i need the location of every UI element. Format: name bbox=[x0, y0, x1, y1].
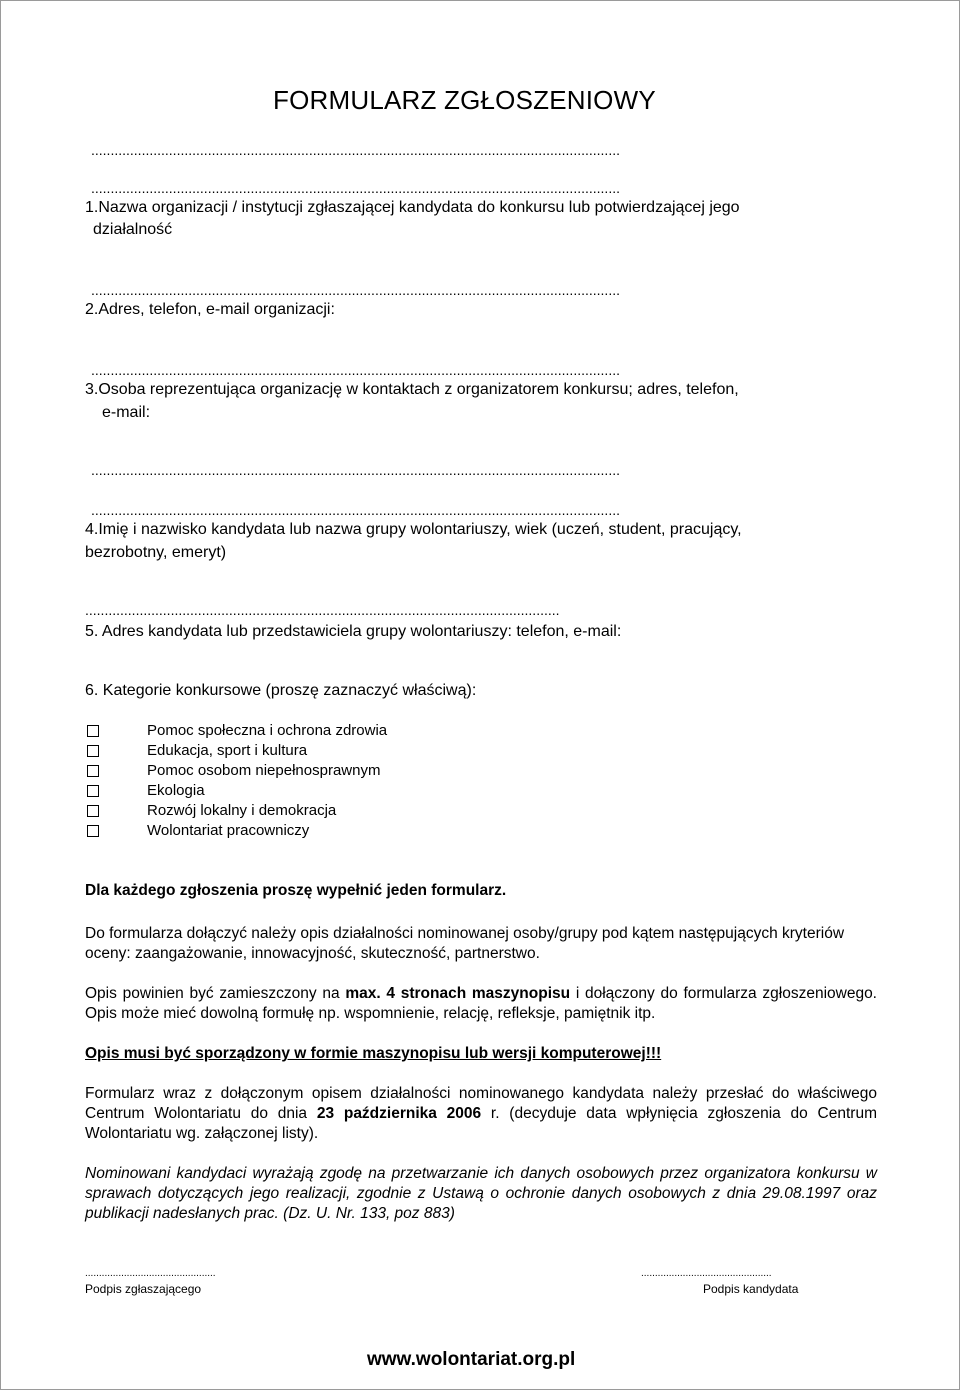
category-label: Rozwój lokalny i demokracja bbox=[147, 802, 337, 819]
category-label: Edukacja, sport i kultura bbox=[147, 742, 308, 759]
category-checkbox[interactable] bbox=[87, 785, 99, 797]
deadline-date: 23 października 2006 bbox=[316, 1105, 482, 1122]
fill-line[interactable]: ........................................................................................................................................ bbox=[91, 502, 620, 518]
question-6: 6. Kategorie konkursowe (proszę zaznaczyć właściwą): bbox=[85, 682, 477, 699]
note-one-form: Dla każdego zgłoszenia proszę wypełnić jeden formularz. bbox=[85, 882, 507, 899]
fill-line[interactable]: ........................................................................................................................................ bbox=[91, 462, 620, 478]
fill-line[interactable]: ........................................................................................................................................ bbox=[91, 362, 620, 378]
question-3: 3.Osoba reprezentująca organizację w kontaktach z organizatorem konkursu; adres, telefon, bbox=[85, 381, 739, 398]
paragraph-length-c: i dołączony do formularza zgłoszeniowego. Opis może mieć dowolną formułę np. wspomnienie, relację, refleksje, pamiętnik itp. bbox=[85, 985, 877, 1022]
signature-label-right: Podpis kandydata bbox=[703, 1282, 799, 1296]
signature-line-left[interactable]: ............................................... bbox=[85, 1268, 216, 1279]
category-checkbox[interactable] bbox=[87, 805, 99, 817]
paragraph-length bbox=[85, 984, 877, 1024]
paragraph-length-a: Opis powinien być zamieszczony na bbox=[85, 985, 346, 1002]
footer-url[interactable]: www.wolontariat.org.pl bbox=[367, 1349, 576, 1370]
category-label: Ekologia bbox=[147, 782, 205, 799]
question-4: 4.Imię i nazwisko kandydata lub nazwa grupy wolontariuszy, wiek (uczeń, student, pracujący, bbox=[85, 521, 742, 538]
category-label: Pomoc społeczna i ochrona zdrowia bbox=[147, 722, 388, 739]
page-title: FORMULARZ ZGŁOSZENIOWY bbox=[273, 85, 656, 115]
paragraph-deadline-a: Formularz wraz z dołączonym opisem działalności nominowanego kandydata należy przesłać do właściwego Centrum Wolontariatu do dnia bbox=[85, 1085, 877, 1122]
question-1: 1.Nazwa organizacji / instytucji zgłaszającej kandydata do konkursu lub potwierdzającej jego bbox=[85, 199, 740, 216]
question-5: 5. Adres kandydata lub przedstawiciela grupy wolontariuszy: telefon, e-mail: bbox=[85, 623, 622, 640]
category-checkbox[interactable] bbox=[87, 765, 99, 777]
fill-line[interactable]: ........................................................................................................................................ bbox=[91, 180, 620, 196]
paragraph-description: Do formularza dołączyć należy opis działalności nominowanej osoby/grupy pod kątem następujących kryteriów oceny: zaangażowanie, innowacyjność, skuteczność, partnerstwo. bbox=[85, 925, 845, 962]
question-1-cont: działalność bbox=[93, 221, 173, 238]
paragraph-deadline bbox=[85, 1084, 877, 1144]
signature-line-right[interactable]: ............................................... bbox=[641, 1268, 772, 1279]
fill-line[interactable]: ........................................................................................................................................ bbox=[91, 282, 620, 298]
paragraph-length-b: max. 4 stronach maszynopisu bbox=[345, 985, 571, 1002]
category-checkbox[interactable] bbox=[87, 825, 99, 837]
question-4-cont: bezrobotny, emeryt) bbox=[85, 544, 227, 561]
category-label: Wolontariat pracowniczy bbox=[147, 822, 310, 839]
fill-line[interactable]: ........................................................................................................................................ bbox=[91, 142, 620, 158]
category-label: Pomoc osobom niepełnosprawnym bbox=[147, 762, 381, 779]
question-3-cont: e-mail: bbox=[102, 404, 151, 421]
signature-label-left: Podpis zgłaszającego bbox=[85, 1282, 202, 1296]
paragraph-typed: Opis musi być sporządzony w formie maszynopisu lub wersji komputerowej!!! bbox=[85, 1045, 662, 1062]
category-checkbox[interactable] bbox=[87, 725, 99, 737]
category-checkbox[interactable] bbox=[87, 745, 99, 757]
question-2: 2.Adres, telefon, e-mail organizacji: bbox=[85, 301, 335, 318]
paragraph-deadline-c: r. (decyduje data wpłynięcia zgłoszenia do Centrum Wolontariatu wg. załączonej listy). bbox=[85, 1105, 877, 1142]
fill-line[interactable]: .......................................................................................................................... bbox=[85, 602, 560, 618]
paragraph-consent: Nominowani kandydaci wyrażają zgodę na przetwarzanie ich danych osobowych przez organizatora konkursu w sprawach dotyczących jego realizacji, zgodnie z Ustawą o ochronie danych osobowych z dnia 29.08.1997 oraz publikacji nadesłanych prac. (Dz. U. Nr. 133, poz 883) bbox=[85, 1165, 877, 1222]
